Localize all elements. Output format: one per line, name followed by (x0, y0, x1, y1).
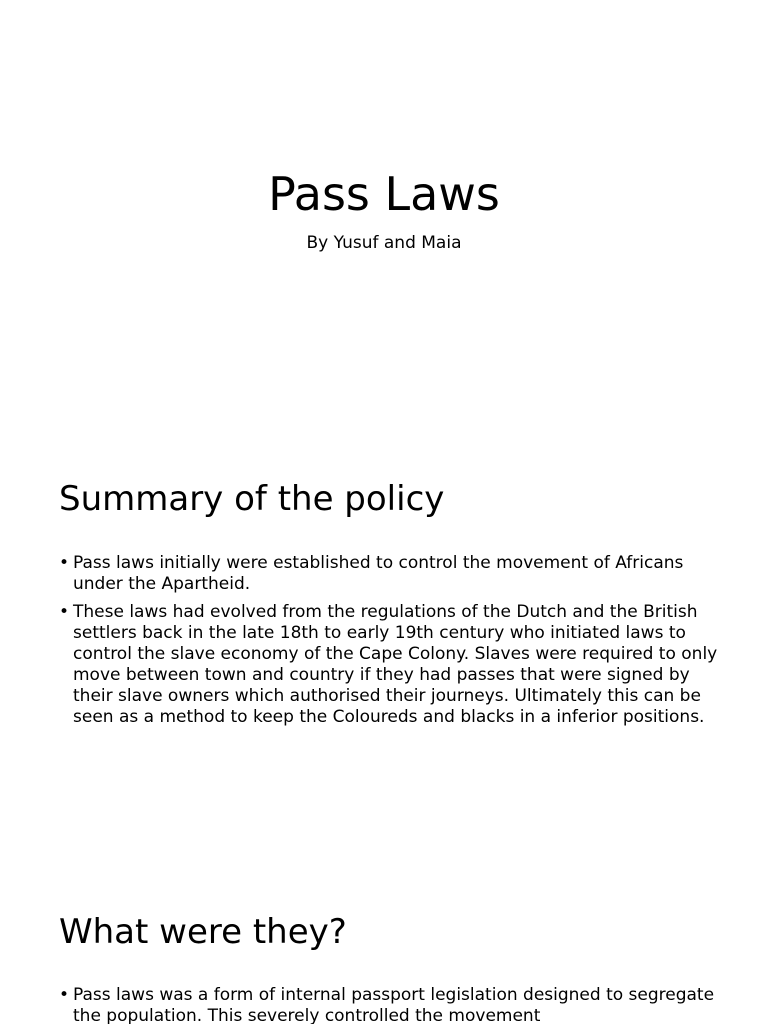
bullet-text: These laws had evolved from the regulations of the Dutch and the British settlers back in the late 18th to early 19th century who initiated laws to control the slave economy of the Cape Colony. Slaves were required to only move between town and country if they had passes that were signed by their slave owners which authorised their journeys. Ultimately this can be seen as a method to keep the Coloureds and blacks in a inferior positions. (73, 602, 718, 727)
presentation-subtitle: By Yusuf and Maia (306, 233, 462, 253)
bullet-text: Pass laws was a form of internal passport legislation designed to segregate the population. This severely controlled the movement (73, 985, 715, 1024)
presentation-title: Pass Laws (268, 167, 500, 221)
bullet-list (59, 985, 719, 1024)
bullet-icon: • (59, 553, 70, 573)
bullet-icon: • (59, 602, 70, 622)
bullet-list (59, 553, 719, 735)
slide-heading: Summary of the policy (59, 479, 445, 519)
bullet-text: Pass laws initially were established to control the movement of Africans under the Apartheid. (73, 553, 684, 594)
bullet-item (59, 553, 719, 595)
bullet-item (59, 985, 719, 1024)
what-were-they-slide (0, 864, 768, 1024)
bullet-icon: • (59, 985, 70, 1005)
summary-slide (0, 432, 768, 864)
title-slide (0, 0, 768, 432)
slide-heading: What were they? (59, 912, 347, 952)
bullet-item (59, 602, 719, 728)
